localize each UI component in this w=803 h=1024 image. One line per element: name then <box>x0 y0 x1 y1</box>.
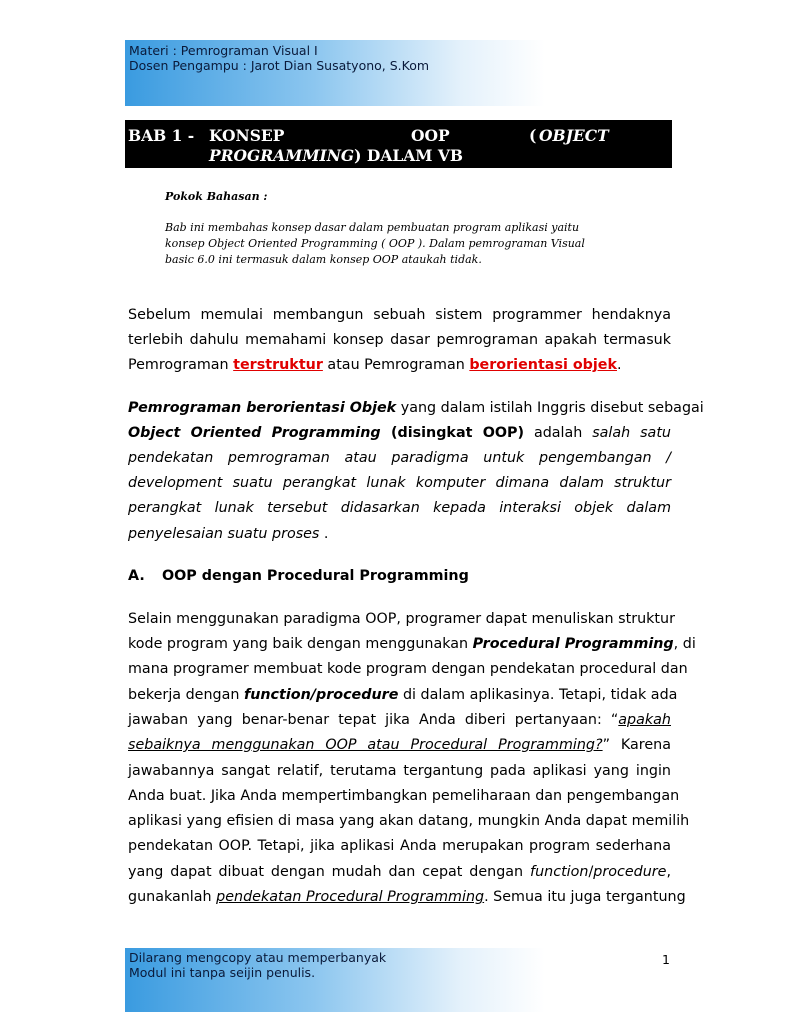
term-oop-abbrev: (disingkat OOP) <box>380 425 525 441</box>
pokok-bahasan-text <box>165 220 645 268</box>
title-bab: BAB 1 - <box>128 126 195 145</box>
title-paren: ( <box>529 126 537 145</box>
text: adalah <box>524 425 593 441</box>
para3-line <box>128 686 678 704</box>
text: atau Pemrograman <box>322 357 470 373</box>
text: function/procedure <box>243 687 399 703</box>
text: gunakanlah <box>128 889 217 905</box>
para3-line <box>128 736 671 754</box>
link-terstruktur[interactable]: terstruktur <box>233 357 323 373</box>
para3-line: Anda buat. Jika Anda mempertimbangkan pemeliharaan dan pengembangan <box>128 788 680 804</box>
text: / <box>588 864 594 880</box>
para3-line: Selain menggunakan paradigma OOP, programer dapat menuliskan struktur <box>128 611 675 627</box>
para3-line: mana programer membuat kode program dengan pendekatan procedural dan <box>128 661 688 677</box>
para3-line <box>128 863 671 881</box>
header-band <box>125 40 545 106</box>
text: di dalam aplikasinya. Tetapi, tidak ada <box>398 687 678 703</box>
section-heading <box>128 568 469 584</box>
para2-line: perangkat lunak tersebut didasarkan kepada interaksi objek dalam <box>128 500 671 516</box>
title-oop: OOP <box>411 126 450 145</box>
page-number: 1 <box>662 952 670 967</box>
para3-line <box>128 888 686 906</box>
title-programming: PROGRAMMING <box>209 146 355 165</box>
header-materi: Materi : Pemrograman Visual I <box>129 43 318 58</box>
header-dosen: Dosen Pengampu : Jarot Dian Susatyono, S.Kom <box>129 58 430 73</box>
text: pendekatan Procedural Programming <box>216 889 485 905</box>
para2-line: pendekatan pemrograman atau paradigma untuk pengembangan / <box>128 450 671 466</box>
pokok-bahasan-heading: Pokok Bahasan : <box>165 190 268 203</box>
title-object: OBJECT <box>539 126 609 145</box>
text: , di <box>673 636 696 652</box>
para2-line <box>128 424 671 442</box>
text: apakah <box>618 712 671 728</box>
text: Pemrograman <box>128 357 234 373</box>
para1-line: Sebelum memulai membangun sebuah sistem programmer hendaknya <box>128 307 671 323</box>
text: yang dapat dibuat dengan mudah dan cepat dengan <box>128 864 531 880</box>
text: kode program yang baik dengan menggunakan <box>128 636 473 652</box>
title-rest: ) DALAM VB <box>354 146 463 165</box>
para3-line: jawabannya sangat relatif, terutama tergantung pada aplikasi yang ingin <box>128 763 671 779</box>
text: salah satu <box>592 425 671 441</box>
text: penyelesaian suatu proses <box>128 526 320 542</box>
pokok-line: basic 6.0 ini termasuk dalam konsep OOP ataukah tidak. <box>165 253 482 266</box>
title-oriented: ORIENTED <box>707 126 803 145</box>
footer-band <box>125 948 545 1012</box>
para3-line: pendekatan OOP. Tetapi, jika aplikasi Anda merupakan program sederhana <box>128 838 671 854</box>
para3-line <box>128 635 696 653</box>
text: jawaban yang benar-benar tepat jika Anda diberi pertanyaan: “ <box>128 712 619 728</box>
link-berorientasi-objek[interactable]: berorientasi objek <box>469 357 617 373</box>
para2-line <box>128 399 704 417</box>
text: sebaiknya menggunakan OOP atau Procedural Programming? <box>128 737 603 753</box>
para2-line <box>128 525 671 543</box>
para3-line: aplikasi yang efisien di masa yang akan datang, mungkin Anda dapat memilih <box>128 813 690 829</box>
pokok-line: Bab ini membahas konsep dasar dalam pembuatan program aplikasi yaitu <box>165 221 580 234</box>
para3-line <box>128 711 671 729</box>
chapter-title <box>125 120 803 168</box>
text: bekerja dengan <box>128 687 244 703</box>
pokok-line: konsep Object Oriented Programming ( OOP ). Dalam pemrograman Visual <box>165 237 585 250</box>
title-konsep: KONSEP <box>209 126 285 145</box>
section-letter: A. <box>128 568 145 584</box>
para1-line: terlebih dahulu memahami konsep dasar pemrograman apakah termasuk <box>128 332 671 348</box>
text: function <box>530 864 589 880</box>
para2-line: development suatu perangkat lunak komputer dimana dalam struktur <box>128 475 671 491</box>
text: Procedural Programming <box>472 636 674 652</box>
text: , <box>666 864 671 880</box>
section-title: OOP dengan Procedural Programming <box>162 568 469 584</box>
term-oop-english: Object Oriented Programming <box>128 425 381 441</box>
term-oop-indonesian: Pemrograman berorientasi Objek <box>128 400 397 416</box>
text: procedure <box>593 864 667 880</box>
footer-line: Dilarang mengcopy atau memperbanyak <box>129 950 387 965</box>
text: . <box>319 526 329 542</box>
text: ” Karena <box>602 737 671 753</box>
para1-line <box>128 356 671 374</box>
footer-line: Modul ini tanpa seijin penulis. <box>129 965 316 980</box>
text: yang dalam istilah Inggris disebut sebagai <box>396 400 704 416</box>
text: . Semua itu juga tergantung <box>484 889 686 905</box>
text: . <box>617 357 622 373</box>
title-line2 <box>209 146 463 165</box>
